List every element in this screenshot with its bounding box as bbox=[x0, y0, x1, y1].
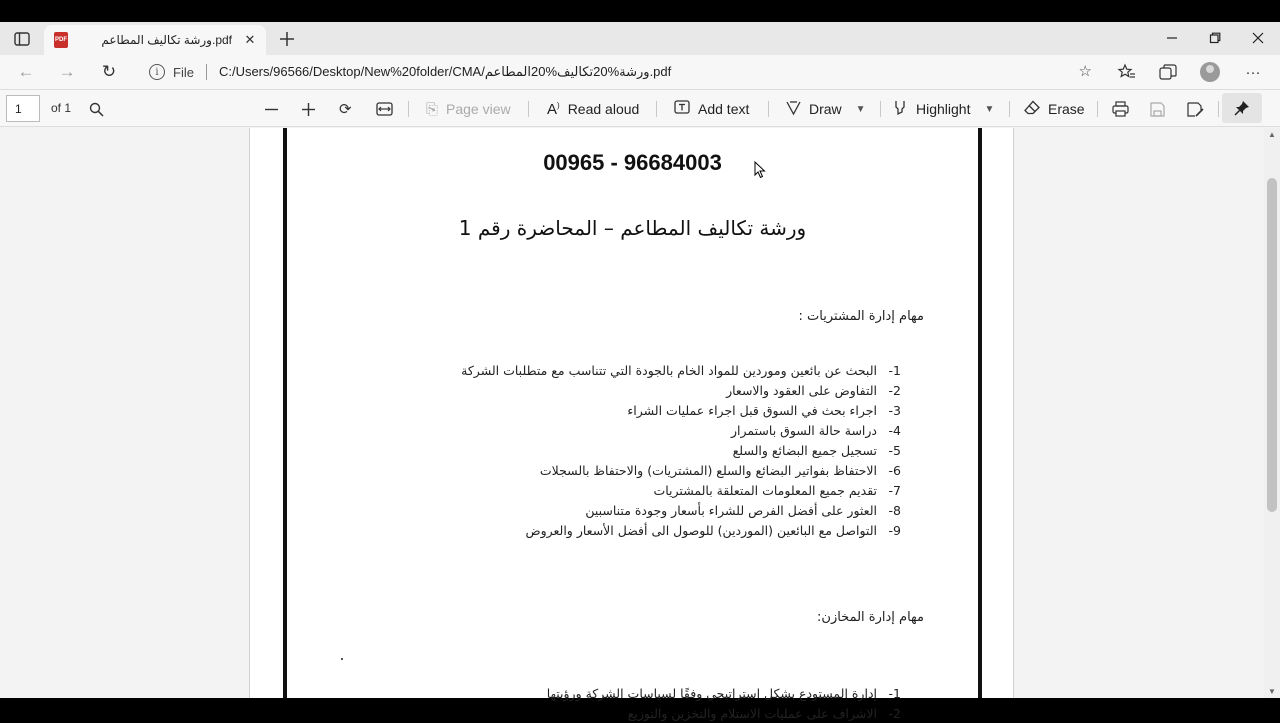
fit-page-button[interactable] bbox=[376, 98, 393, 120]
lecture-title: ورشة تكاليف المطاعم – المحاضرة رقم 1 bbox=[458, 216, 807, 240]
page-border-right bbox=[978, 128, 982, 698]
page-border-left bbox=[283, 128, 287, 698]
save-as-icon bbox=[1187, 102, 1204, 117]
add-text-icon bbox=[674, 100, 690, 118]
info-icon[interactable]: i bbox=[149, 64, 165, 80]
zoom-out-button[interactable] bbox=[264, 98, 279, 120]
save-button[interactable] bbox=[1150, 98, 1165, 120]
mouse-cursor-icon bbox=[754, 161, 766, 179]
add-text-label: Add text bbox=[698, 101, 750, 117]
add-text-button[interactable] bbox=[674, 98, 749, 120]
pdf-viewer[interactable] bbox=[0, 128, 1264, 721]
save-icon bbox=[1150, 102, 1165, 117]
erase-button[interactable] bbox=[1024, 98, 1085, 120]
purchasing-tasks-list bbox=[461, 360, 901, 540]
print-icon bbox=[1112, 101, 1129, 117]
list-item: -2 التفاوض على العقود والاسعار bbox=[726, 382, 901, 398]
back-button[interactable] bbox=[12, 58, 40, 86]
forward-button[interactable] bbox=[53, 58, 81, 86]
more-options-button[interactable] bbox=[1239, 59, 1267, 85]
phone-number: 00965 - 96684003 bbox=[543, 150, 722, 175]
list-item: -8 العثور على أفضل الفرص للشراء بأسعار وجودة متناسبين bbox=[585, 502, 901, 518]
draw-chevron-down-icon[interactable]: ▼ bbox=[855, 103, 866, 115]
eraser-icon bbox=[1024, 100, 1040, 119]
page-number-input[interactable]: 1 bbox=[6, 95, 40, 122]
page-view-icon: ⎘ bbox=[426, 100, 439, 118]
list-item: -1 إدارة المستودع بشكل استراتيجي وفقًا لسياسات الشركة ورؤيتها bbox=[546, 685, 901, 701]
pin-icon bbox=[1234, 100, 1250, 116]
avatar bbox=[1200, 62, 1220, 82]
browser-window bbox=[0, 22, 1280, 721]
section-title-purchasing: مهام إدارة المشتريات : bbox=[798, 309, 924, 324]
highlighter-icon bbox=[893, 100, 908, 119]
toolbar-separator bbox=[408, 101, 409, 117]
list-item: -1 البحث عن بائعين وموردين للمواد الخام بالجودة التي تتناسب مع متطلبات الشركة bbox=[461, 362, 901, 378]
warehouse-tasks-list bbox=[547, 683, 901, 723]
restore-button[interactable] bbox=[1195, 26, 1235, 50]
pdf-page bbox=[249, 128, 1014, 721]
toolbar-separator bbox=[1218, 101, 1219, 117]
list-item: -3 اجراء بحث في السوق قبل اجراء عمليات الشراء bbox=[627, 402, 901, 418]
list-item: -6 الاحتفاظ بفواتير البضائع والسلع (المشتريات) والاحتفاظ بالسجلات bbox=[539, 462, 901, 478]
scroll-up-icon[interactable]: ▲ bbox=[1268, 130, 1276, 139]
pdf-toolbar bbox=[0, 89, 1280, 127]
minimize-button[interactable] bbox=[1152, 26, 1192, 50]
close-icon bbox=[1252, 32, 1264, 44]
profile-button[interactable] bbox=[1196, 59, 1224, 85]
plus-icon bbox=[301, 102, 316, 117]
close-window-button[interactable] bbox=[1238, 26, 1278, 50]
highlight-button[interactable] bbox=[893, 98, 994, 120]
url-text[interactable]: C:/Users/96566/Desktop/New%20folder/CMA/ورشة%20تكاليف%20المطاعم.pdf bbox=[218, 64, 672, 79]
tab-actions-button[interactable] bbox=[8, 27, 36, 51]
refresh-icon: ↻ bbox=[101, 62, 117, 81]
address-bar bbox=[0, 55, 1280, 89]
erase-label: Erase bbox=[1048, 101, 1085, 117]
search-button[interactable] bbox=[89, 98, 104, 120]
ellipsis-icon: ··· bbox=[1245, 63, 1261, 81]
toolbar-separator bbox=[1009, 101, 1010, 117]
rotate-button[interactable] bbox=[339, 98, 352, 120]
zoom-in-button[interactable] bbox=[301, 98, 316, 120]
highlight-label: Highlight bbox=[916, 101, 971, 117]
scroll-down-icon[interactable]: ▼ bbox=[1268, 687, 1276, 696]
refresh-button[interactable] bbox=[95, 58, 123, 86]
toolbar-separator bbox=[768, 101, 769, 117]
favorites-icon bbox=[1118, 64, 1136, 80]
highlight-chevron-down-icon[interactable]: ▼ bbox=[984, 103, 995, 115]
collections-icon bbox=[1159, 64, 1177, 80]
back-arrow-icon: ← bbox=[17, 62, 35, 81]
list-item: -2 الاشراف على عمليات الاستلام والتخزين والتوزيع bbox=[627, 705, 901, 721]
read-aloud-label: Read aloud bbox=[567, 101, 640, 117]
draw-label: Draw bbox=[809, 101, 842, 117]
new-tab-button[interactable] bbox=[275, 27, 299, 51]
tab-bar bbox=[0, 22, 1280, 55]
toolbar-separator bbox=[656, 101, 657, 117]
read-aloud-button[interactable] bbox=[547, 98, 639, 120]
minus-icon bbox=[264, 102, 279, 117]
url-field[interactable] bbox=[140, 58, 1100, 86]
search-icon bbox=[89, 102, 104, 117]
fit-width-icon bbox=[376, 102, 393, 116]
plus-icon bbox=[279, 31, 295, 47]
draw-button[interactable] bbox=[786, 98, 866, 120]
print-button[interactable] bbox=[1112, 98, 1129, 120]
list-item: -7 تقديم جميع المعلومات المتعلقة بالمشتريات bbox=[653, 482, 901, 498]
tab-actions-icon bbox=[14, 32, 30, 46]
tab-title: ورشة تكاليف المطاعم.pdf bbox=[101, 33, 232, 47]
toolbar-separator bbox=[528, 101, 529, 117]
collections-button[interactable] bbox=[1154, 59, 1182, 85]
page-view-label: Page view bbox=[446, 101, 511, 117]
active-tab[interactable] bbox=[44, 25, 266, 55]
file-label: File bbox=[173, 64, 194, 80]
read-aloud-icon: A) bbox=[547, 100, 560, 118]
scrollbar-thumb[interactable] bbox=[1267, 178, 1277, 512]
url-separator bbox=[206, 64, 207, 80]
list-item: -4 دراسة حالة السوق باستمرار bbox=[731, 422, 901, 438]
favorites-button[interactable] bbox=[1113, 59, 1141, 85]
rotate-icon: ⟳ bbox=[339, 101, 352, 118]
page-view-button[interactable] bbox=[426, 98, 511, 120]
minimize-icon bbox=[1166, 32, 1178, 44]
toolbar-separator bbox=[1097, 101, 1098, 117]
section-title-warehouses: مهام إدارة المخازن: bbox=[817, 610, 924, 625]
page-count: of 1 bbox=[51, 101, 72, 115]
forward-arrow-icon: → bbox=[58, 62, 76, 81]
vertical-scrollbar[interactable] bbox=[1264, 128, 1280, 698]
restore-icon bbox=[1209, 32, 1221, 44]
save-as-button[interactable] bbox=[1187, 98, 1204, 120]
draw-pen-icon bbox=[786, 100, 801, 119]
tab-close-icon[interactable]: ✕ bbox=[244, 32, 256, 47]
pin-toolbar-button[interactable] bbox=[1222, 93, 1262, 123]
list-item: -9 التواصل مع البائعين (الموردين) للوصول الى أفضل الأسعار والعروض bbox=[525, 522, 901, 538]
toolbar-separator bbox=[880, 101, 881, 117]
pdf-file-icon: PDF bbox=[54, 32, 68, 48]
list-item: -5 تسجيل جميع البضائع والسلع bbox=[732, 442, 901, 458]
add-favorite-icon[interactable]: ☆ bbox=[1078, 63, 1092, 80]
stray-dot bbox=[341, 658, 343, 660]
